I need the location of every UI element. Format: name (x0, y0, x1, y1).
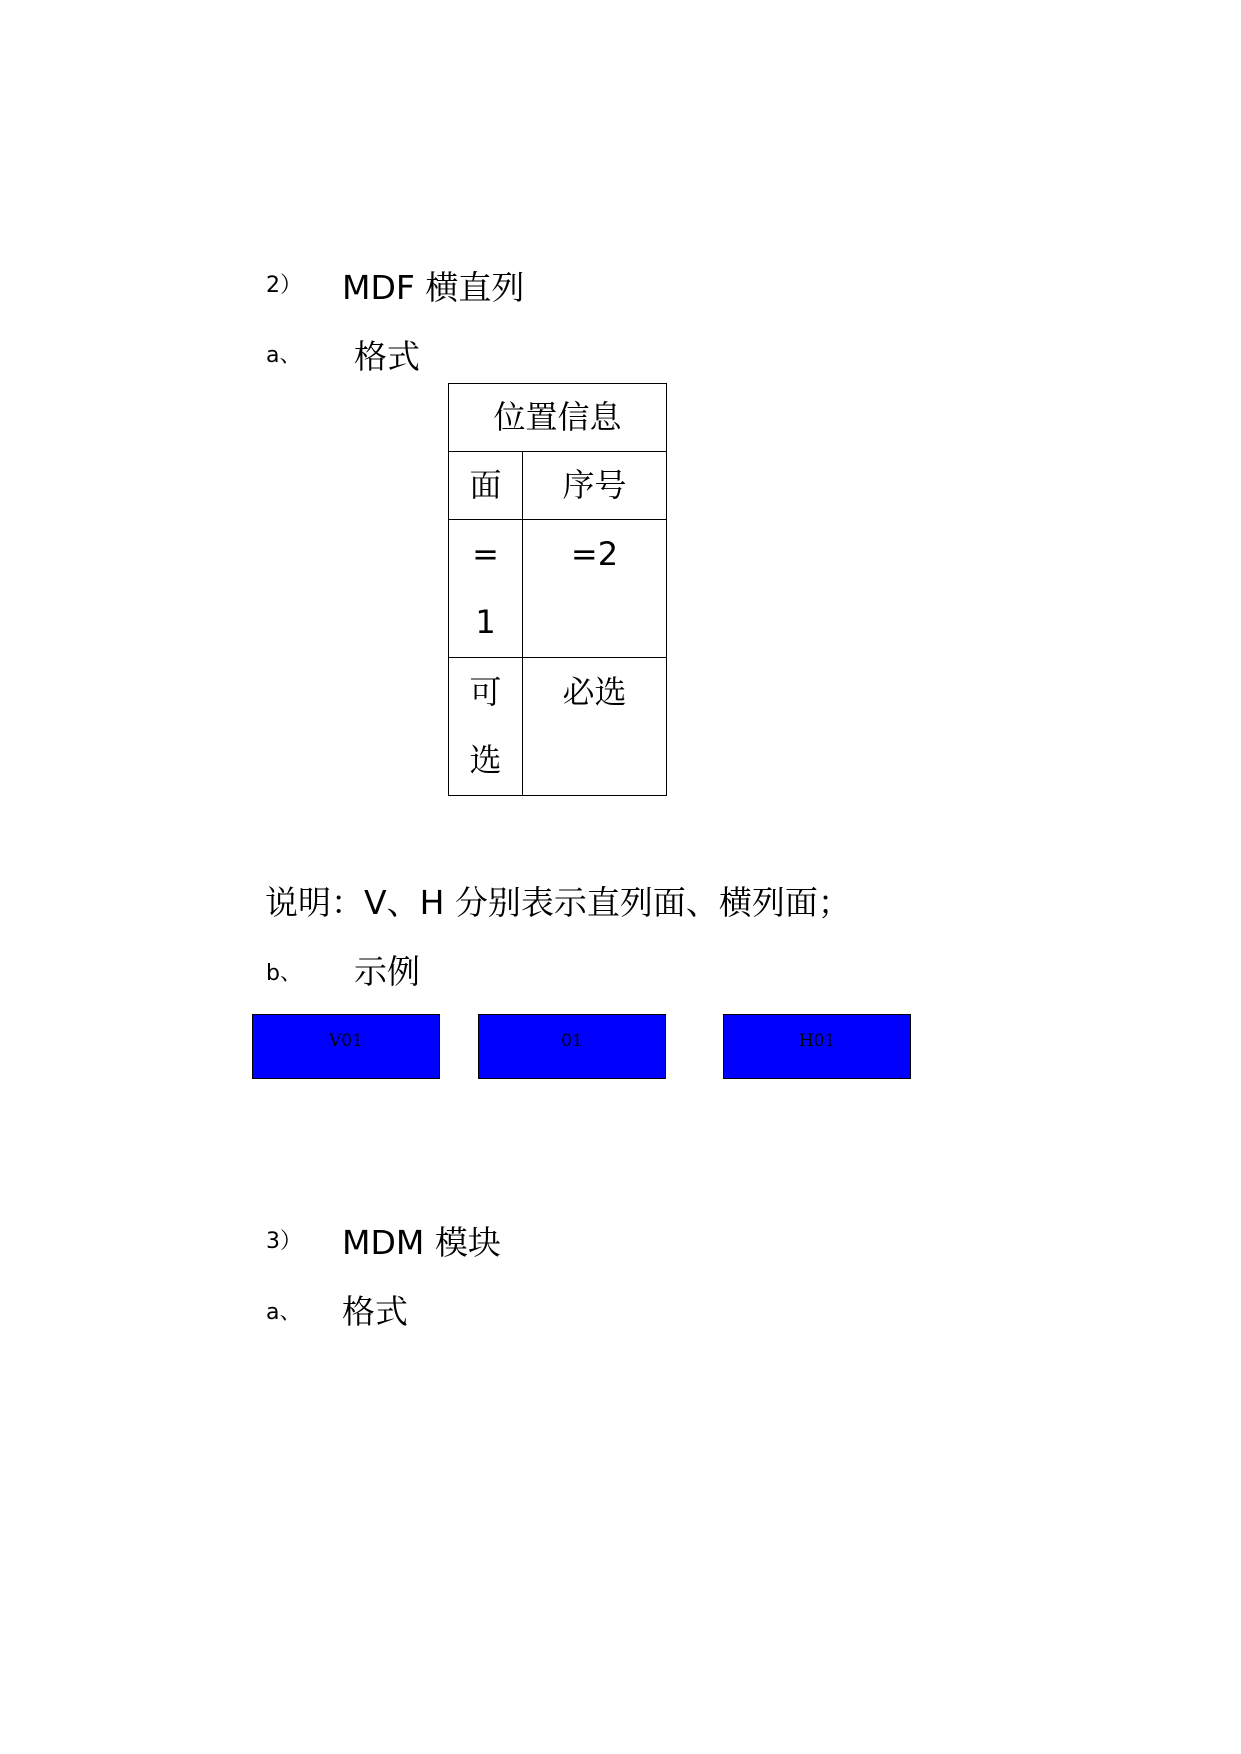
note-text: 说明：V、H 分别表示直列面、横列面； (265, 883, 851, 922)
sub-label: 格式 (354, 337, 420, 376)
cell-face-value: =1 (472, 535, 499, 641)
example-box-h01: H01 (723, 1014, 911, 1079)
sub-label: 格式 (342, 1292, 408, 1331)
table-cell (449, 520, 523, 658)
section-title: MDF 横直列 (342, 268, 525, 307)
cell-face-required: 可选 (469, 673, 502, 779)
section-number: 3） (266, 1229, 302, 1254)
table-cell (523, 658, 667, 796)
cell-seq-required: 必选 (562, 673, 627, 711)
example-box-01: 01 (478, 1014, 666, 1079)
section-number: 2） (266, 273, 302, 298)
col2-header: 序号 (523, 452, 667, 520)
cell-seq-value: =2 (570, 535, 619, 573)
table-header: 位置信息 (449, 384, 667, 452)
section-title: MDM 模块 (342, 1223, 501, 1262)
sub-letter: a、 (266, 343, 302, 368)
table-cell (523, 520, 667, 658)
format-table (448, 383, 667, 796)
sub-label: 示例 (354, 952, 420, 991)
table-cell (449, 658, 523, 796)
sub-letter: b、 (266, 961, 302, 986)
sub-letter: a、 (266, 1300, 302, 1325)
col1-header: 面 (449, 452, 523, 520)
example-box-v01: V01 (252, 1014, 440, 1079)
